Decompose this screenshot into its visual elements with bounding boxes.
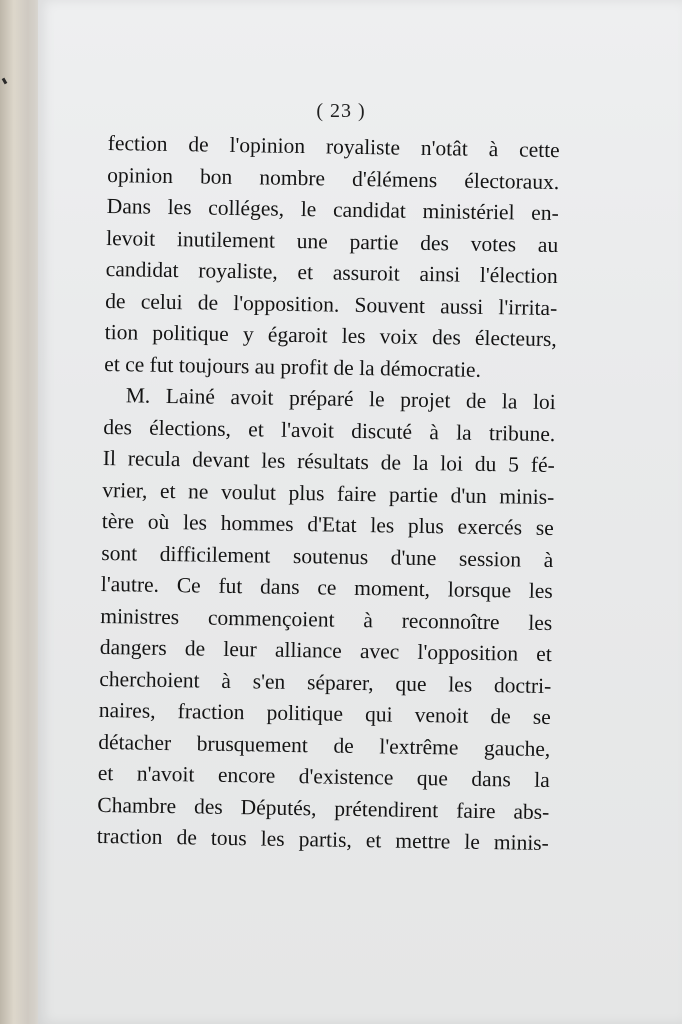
text-line: cherchoient à s'en séparer, que les doctri- — [99, 666, 552, 698]
text-line: détacher brusquement de l'extrême gauche, — [98, 729, 551, 761]
text-line: levoit inutilement une partie des votes au — [106, 225, 559, 257]
text-line: opinion bon nombre d'élémens électoraux. — [107, 162, 560, 194]
text-line: de celui de l'opposition. Souvent aussi l'irrita- — [105, 288, 558, 320]
text-line: et ce fut toujours au profit de la démocratie. — [104, 351, 482, 382]
text-line: sont difficilement soutenus d'une session à — [101, 540, 554, 572]
page-number: ( 23 ) — [316, 100, 366, 122]
text-line: Dans les colléges, le candidat ministériel en- — [106, 193, 559, 226]
text-line: vrier, et ne voulut plus faire partie d'un minis- — [102, 477, 555, 509]
text-line: des élections, et l'avoit discuté à la tribune. — [103, 414, 556, 446]
text-line: traction de tous les partis, et mettre le minis- — [96, 823, 550, 856]
text-line: dangers de leur alliance avec l'opposition et — [99, 634, 552, 667]
text-line: et n'avoit encore d'existence que dans la — [97, 760, 551, 793]
text-line: l'autre. Ce fut dans ce moment, lorsque les — [100, 571, 553, 604]
text-line: tion politique y égaroit les voix des électeurs, — [104, 319, 557, 352]
body-text — [97, 128, 560, 860]
text-line: candidat royaliste, et assuroit ainsi l'élection — [105, 256, 558, 289]
text-line: tère où les hommes d'Etat les plus exercés se — [101, 508, 554, 541]
text-line: Chambre des Députés, prétendirent faire abs- — [97, 792, 550, 824]
text-line: fection de l'opinion royaliste n'otât à cette — [107, 130, 560, 163]
text-line: ministres commençoient à reconnoître les — [100, 603, 553, 635]
text-line: M. Lainé avoit préparé le projet de la loi — [125, 383, 556, 415]
text-line: Il recula devant les résultats de la loi du 5 fé- — [102, 445, 555, 478]
text-line: naires, fraction politique qui venoit de se — [98, 697, 551, 730]
facing-page-edge — [0, 0, 40, 1024]
